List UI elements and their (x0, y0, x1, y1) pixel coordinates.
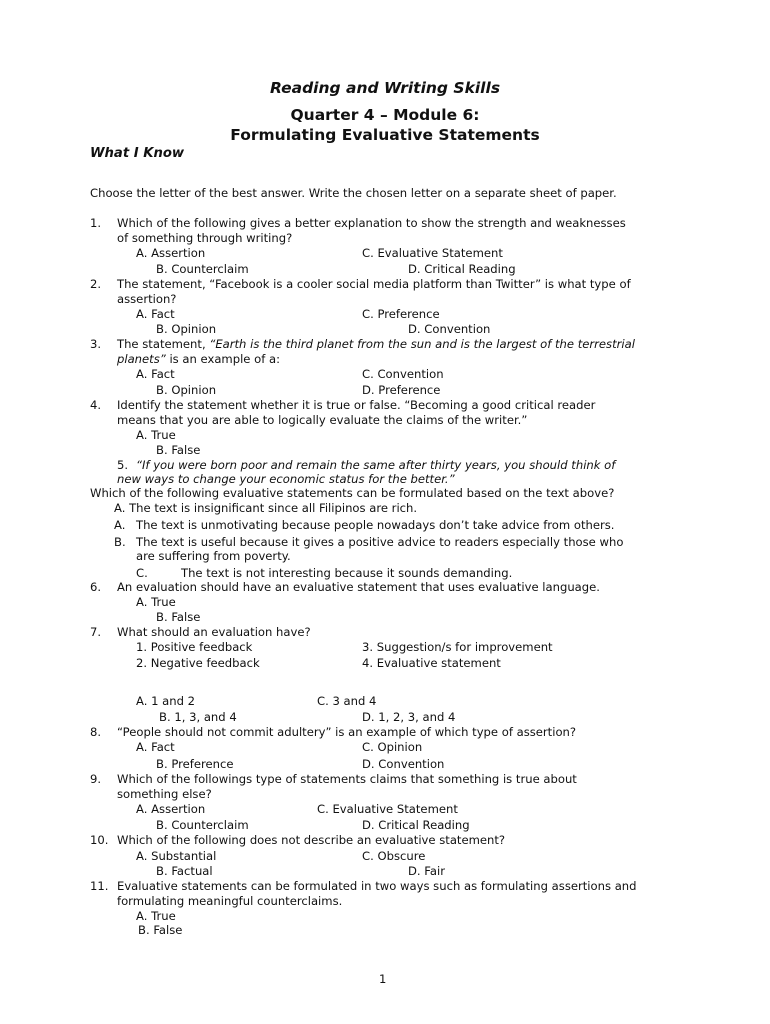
instructions: Choose the letter of the best answer. Write the chosen letter on a separate sheet of paper. (90, 186, 617, 200)
question-text (117, 337, 635, 352)
choice-d: D. Convention (408, 322, 491, 336)
choice-a: A. True (136, 595, 176, 609)
question-number: 7. (90, 625, 102, 639)
choice-d: D. Critical Reading (362, 818, 470, 832)
list-item: 2. Negative feedback (136, 656, 260, 670)
question-text: of something through writing? (117, 231, 293, 245)
choice-b: B. False (156, 610, 201, 624)
choice-letter: B. (114, 535, 126, 549)
question-text: means that you are able to logically evaluate the claims of the writer.” (117, 413, 528, 427)
question-number: 6. (90, 580, 102, 594)
list-item: 3. Suggestion/s for improvement (362, 640, 553, 654)
question-number: 3. (90, 337, 102, 351)
question-text: Which of the following does not describe an evaluative statement? (117, 833, 506, 847)
question-text: something else? (117, 787, 212, 801)
choice-b: B. Opinion (156, 383, 217, 397)
question-quote: new ways to change your economic status for the better.” (117, 472, 455, 486)
choice-d: D. Critical Reading (408, 262, 516, 276)
choice-c: C. 3 and 4 (317, 694, 377, 708)
choice-b: B. 1, 3, and 4 (159, 710, 237, 724)
choice-a: A. True (136, 909, 176, 923)
choice-d: D. Convention (362, 757, 445, 771)
choice-b: B. False (156, 443, 201, 457)
question-quote: “Earth is the third planet from the sun and is the largest of the terrestrial (209, 337, 635, 351)
question-number: 8. (90, 725, 102, 739)
choice-c: C. Evaluative Statement (362, 246, 503, 260)
choice-b: B. Counterclaim (156, 818, 249, 832)
question-text-plain: is an example of a: (165, 352, 280, 366)
page-number: 1 (379, 972, 387, 986)
question-number: 11. (90, 879, 109, 893)
question-text: Which of the following gives a better explanation to show the strength and weaknesses (117, 216, 626, 230)
question-text: formulating meaningful counterclaims. (117, 894, 343, 908)
list-item: 1. Positive feedback (136, 640, 253, 654)
choice-b: B. Counterclaim (156, 262, 249, 276)
choice-letter: C. (136, 566, 148, 580)
question-number: 4. (90, 398, 102, 412)
choice-a: A. Assertion (136, 802, 206, 816)
choice-b: B. Factual (156, 864, 213, 878)
question-number: 2. (90, 277, 102, 291)
question-number: 5. (117, 458, 129, 472)
question-text: The statement, “Facebook is a cooler social media platform than Twitter” is what type of (117, 277, 631, 291)
question-text: Which of the following evaluative statements can be formulated based on the text above? (90, 486, 615, 500)
choice-letter: A. (114, 518, 126, 532)
choice-a: A. Substantial (136, 849, 217, 863)
question-text: Identify the statement whether it is true or false. “Becoming a good critical reader (117, 398, 596, 412)
choice-b: B. Opinion (156, 322, 217, 336)
choice-d: D. 1, 2, 3, and 4 (362, 710, 456, 724)
question-quote: planets” (117, 352, 166, 366)
choice-c: are suffering from poverty. (136, 549, 291, 563)
question-text: Evaluative statements can be formulated in two ways such as formulating assertions and (117, 879, 637, 893)
question-number: 1. (90, 216, 102, 230)
choice-c: C. Preference (362, 307, 440, 321)
choice-b: B. Preference (156, 757, 234, 771)
choice-a: A. True (136, 428, 176, 442)
question-text-plain: The statement, (117, 337, 210, 351)
choice-a: A. The text is insignificant since all Filipinos are rich. (114, 501, 418, 515)
choice-c: C. Opinion (362, 740, 423, 754)
choice-d: D. Fair (408, 864, 445, 878)
document-title: Reading and Writing Skills (269, 79, 501, 97)
choice-c: The text is useful because it gives a positive advice to readers especially those who (136, 535, 624, 549)
question-text: “People should not commit adultery” is an example of which type of assertion? (117, 725, 577, 739)
question-number: 9. (90, 772, 102, 786)
section-heading: What I Know (90, 146, 185, 161)
choice-a: A. Fact (136, 307, 175, 321)
choice-d: The text is not interesting because it sounds demanding. (181, 566, 513, 580)
question-number: 10. (90, 833, 109, 847)
choice-c: C. Obscure (362, 849, 426, 863)
choice-c: C. Evaluative Statement (317, 802, 458, 816)
choice-d: D. Preference (362, 383, 441, 397)
list-item: 4. Evaluative statement (362, 656, 501, 670)
choice-a: A. Fact (136, 740, 175, 754)
module-heading: Formulating Evaluative Statements (230, 126, 540, 144)
quarter-heading: Quarter 4 – Module 6: (290, 106, 480, 124)
question-text: Which of the followings type of statements claims that something is true about (117, 772, 577, 786)
choice-b: The text is unmotivating because people nowadays don’t take advice from others. (136, 518, 615, 532)
choice-a: A. Fact (136, 367, 175, 381)
question-text: What should an evaluation have? (117, 625, 311, 639)
question-text: An evaluation should have an evaluative statement that uses evaluative language. (117, 580, 600, 594)
choice-b: B. False (138, 923, 183, 937)
choice-c: C. Convention (362, 367, 444, 381)
question-quote: “If you were born poor and remain the same after thirty years, you should think of (136, 458, 616, 472)
choice-a: A. Assertion (136, 246, 206, 260)
question-text: assertion? (117, 292, 177, 306)
choice-a: A. 1 and 2 (136, 694, 196, 708)
question-text (117, 352, 280, 367)
